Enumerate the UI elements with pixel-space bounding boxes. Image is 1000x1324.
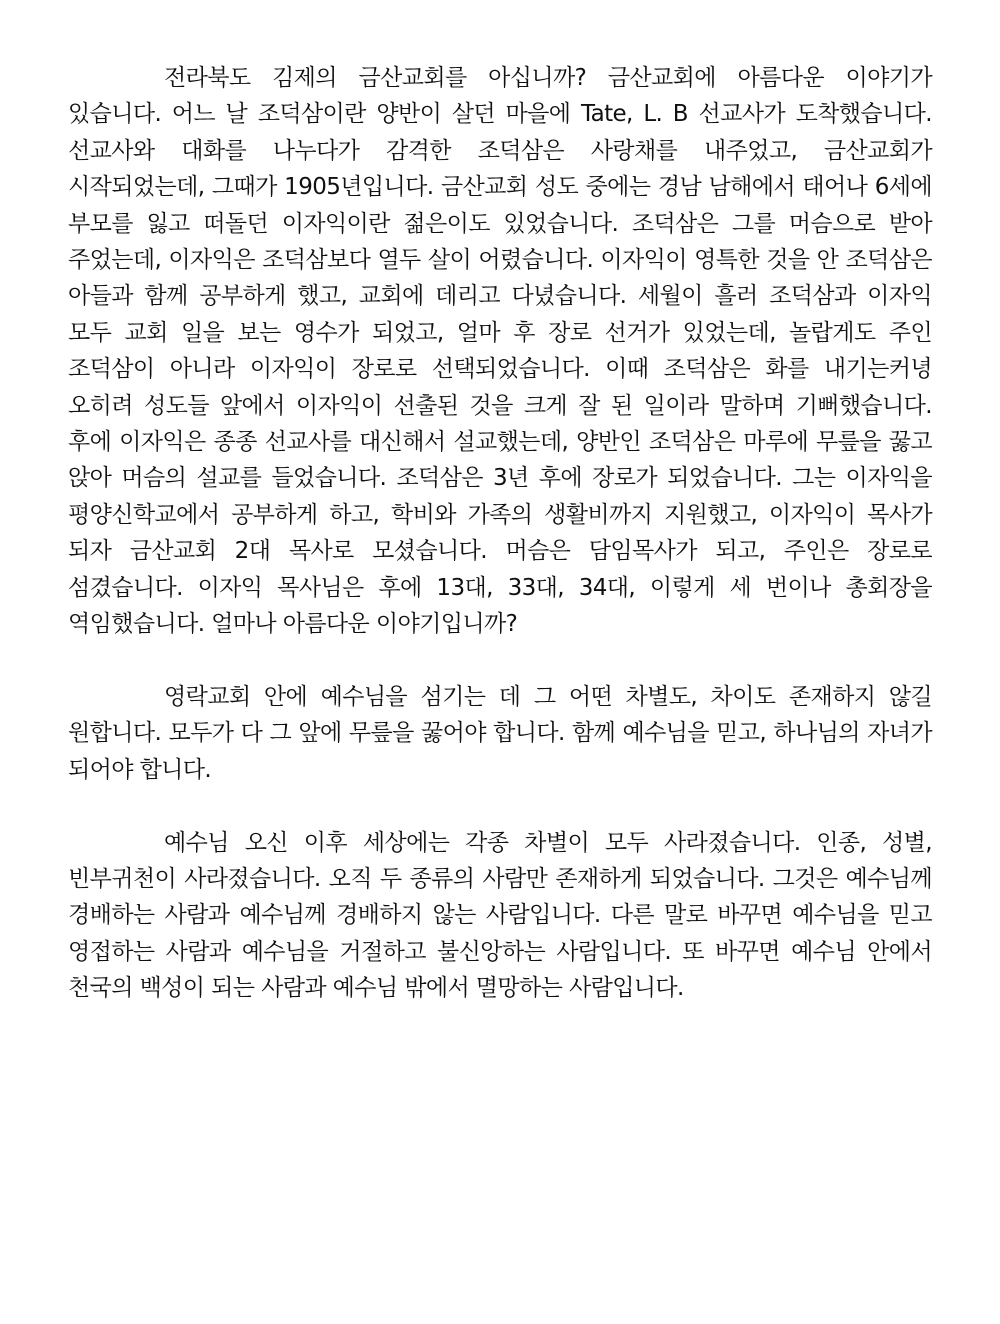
paragraph-youngnak-church-wish: 영락교회 안에 예수님을 섬기는 데 그 어떤 차별도, 차이도 존재하지 않길 원합니다. 모두가 다 그 앞에 무릎을 꿇어야 합니다. 함께 예수님을 믿고, 하나님의 자녀가 되어야 합니다. bbox=[68, 683, 932, 783]
document-body bbox=[68, 60, 932, 1007]
paragraph-two-kinds-of-people: 예수님 오신 이후 세상에는 각종 차별이 모두 사라졌습니다. 인종, 성별, 빈부귀천이 사라졌습니다. 오직 두 종류의 사람만 존재하게 되었습니다. 그것은 예수님께 경배하는 사람과 예수님께 경배하지 않는 사람입니다. 다른 말로 바꾸면 예수님을 믿고 영접하는 사람과 예수님을 거절하고 불신앙하는 사람입니다. 또 바꾸면 예수님 안에서 천국의 백성이 되는 사람과 예수님 밖에서 멸망하는 사람입니다. bbox=[68, 829, 932, 1002]
paragraph-geumsan-church-story: 전라북도 김제의 금산교회를 아십니까? 금산교회에 아름다운 이야기가 있습니다. 어느 날 조덕삼이란 양반이 살던 마을에 Tate, L. B 선교사가 도착했습니다. 선교사와 대화를 나누다가 감격한 조덕삼은 사랑채를 내주었고, 금산교회가 시작되었는데, 그때가 1905년입니다. 금산교회 성도 중에는 경남 남해에서 태어나 6세에 부모를 잃고 떠돌던 이자익이란 젊은이도 있었습니다. 조덕삼은 그를 머슴으로 받아 주었는데, 이자익은 조덕삼보다 열두 살이 어렸습니다. 이자익이 영특한 것을 안 조덕삼은 아들과 함께 공부하게 했고, 교회에 데리고 다녔습니다. 세월이 흘러 조덕삼과 이자익 모두 교회 일을 보는 영수가 되었고, 얼마 후 장로 선거가 있었는데, 놀랍게도 주인 조덕삼이 아니라 이자익이 장로로 선택되었습니다. 이때 조덕삼은 화를 내기는커녕 오히려 성도들 앞에서 이자익이 선출된 것을 크게 잘 된 일이라 말하며 기뻐했습니다. 후에 이자익은 종종 선교사를 대신해서 설교했는데, 양반인 조덕삼은 마루에 무릎을 꿇고 앉아 머슴의 설교를 들었습니다. 조덕삼은 3년 후에 장로가 되었습니다. 그는 이자익을 평양신학교에서 공부하게 하고, 학비와 가족의 생활비까지 지원했고, 이자익이 목사가 되자 금산교회 2대 목사로 모셨습니다. 머슴은 담임목사가 되고, 주인은 장로로 섬겼습니다. 이자익 목사님은 후에 13대, 33대, 34대, 이렇게 세 번이나 총회장을 역임했습니다. 얼마나 아름다운 이야기입니까? bbox=[68, 65, 932, 638]
